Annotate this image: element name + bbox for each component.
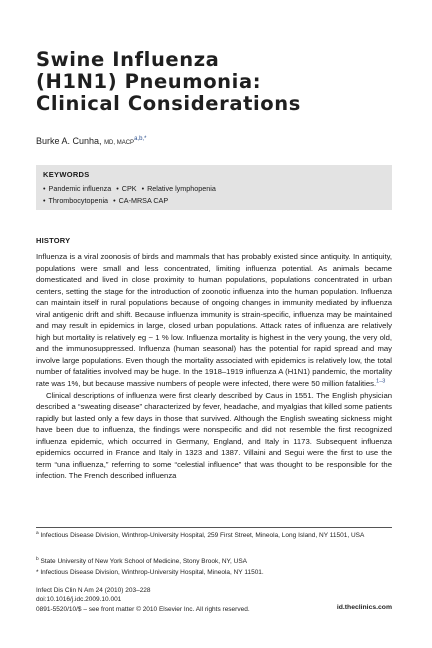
article-title [36,49,406,115]
footnote-a [36,531,392,540]
keyword-item: CA-MRSA CAP [118,196,169,205]
title-line-1: Swine Influenza [36,48,220,71]
citation-block [36,586,250,614]
copyright-line: 0891-5520/10/$ – see front matter © 2010 Elsevier Inc. All rights reserved. [36,605,250,613]
keyword-item: CPK [121,184,137,193]
author-name: Burke A. Cunha, [36,136,102,146]
paragraph-1 [36,251,392,390]
bullet-icon: • [113,196,116,205]
author-line [36,136,146,146]
bullet-icon: • [43,196,46,205]
keyword-item: Relative lymphopenia [147,184,216,193]
keyword-item: Pandemic influenza [48,184,112,193]
section-heading-history: HISTORY [36,236,71,245]
footnote-text: Infectious Disease Division, Winthrop-University Hospital, 259 First Street, Mineola, Long Island, NY 11501, USA [40,532,365,539]
paragraph-1-text: Influenza is a viral zoonosis of birds and mammals that has probably existed since antiquity. In antiquity, populations were small and less concentrated, limiting influenza potential. As animals became domesticated and lived in close proximity to human populations, populations concentrated in urban centers, setting the stage for the introduction of zoonotic influenza into the human population. Influenza can maintain itself in rural populations because of ongoing changes in immunity mediated by influenza viral antigenic drift and shift. Because influenza immunity is strain-specific, influenza may be maintained and may result in epidemics in large, closed urban populations. Attack rates of influenza are relatively high but mortality is relatively eg ~ 1 % low. Influenza mortality is highest in the very young, the very old, and the immunosuppressed. Influenza (human seasonal) has the potential for rapid spread and may involve large populations. Even though the mortality associated with epidemics is relatively low, the total number of fatalities involved may be huge. In the 1918–1919 influenza A (H1N1) pandemic, the mortality rate was 1%, but because massive numbers of people were infected, there were 50 million fatalities. [36,252,392,389]
keyword-item: Thrombocytopenia [48,196,109,205]
bullet-icon: • [43,184,46,193]
journal-website-link[interactable]: id.theclinics.com [336,604,392,611]
doi[interactable]: doi:10.1016/j.idc.2009.10.001 [36,596,122,604]
footnote-divider [36,527,392,528]
footnote-text: Infectious Disease Division, Winthrop-University Hospital, Mineola, NY 11501. [40,569,264,576]
bullet-icon: • [116,184,119,193]
author-affiliation-marks[interactable]: a,b,* [134,136,147,142]
keywords-box [36,165,392,210]
reference-link[interactable]: 1–3 [376,378,386,385]
footnote-corresponding [36,568,392,577]
keywords-heading: KEYWORDS [43,170,90,179]
footnote-mark: b [36,556,39,562]
footnote-mark: * [36,569,39,576]
keywords-line-2 [43,196,171,205]
title-line-2: (H1N1) Pneumonia: [36,70,262,93]
journal-citation: Infect Dis Clin N Am 24 (2010) 203–228 [36,587,151,594]
bullet-icon: • [141,184,145,193]
keywords-line-1 [43,184,219,193]
author-degrees: MD, MACP [104,140,135,146]
title-line-3: Clinical Considerations [36,92,301,115]
article-body [36,251,392,482]
paragraph-2 [36,390,392,482]
footnote-b [36,557,392,566]
footnote-mark: a [36,530,39,536]
paragraph-2-text: Clinical descriptions of influenza were first clearly described by Caus in 1551. The English physician described a “sweating disease” characterized by fever, headache, and myalgias that killed some patients rapidly but lasted only a few days in those that survived. Although the English sweating sickness might have been due to influenza, the findings were nonspecific and did not resemble the first recognized influenza epidemic, which occurred in Germany, England, and Italy in 1173. Subsequent influenza epidemics occurred in France and Italy in 1323 and 1387. Villaini and Segui were the first to use the term “una influenza,” referring to some “celestial influence” that was thought to be responsible for the infection. The French described influenza [36,390,392,481]
footnote-text: State University of New York School of Medicine, Stony Brook, NY, USA [40,558,248,565]
